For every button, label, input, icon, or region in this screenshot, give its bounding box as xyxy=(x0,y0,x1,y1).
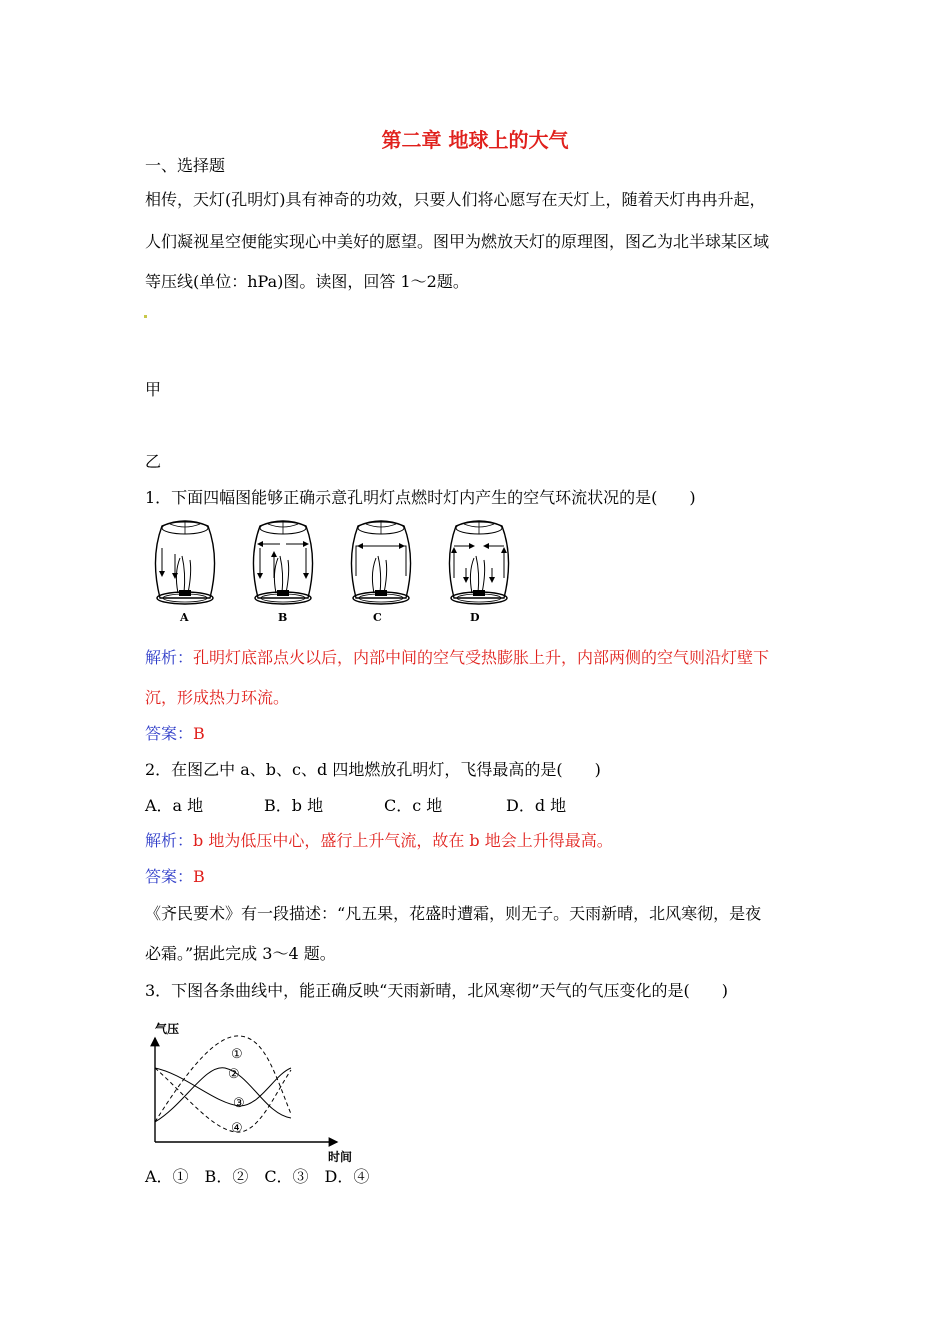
chart-x-axis-label: 时间 xyxy=(328,1150,353,1164)
intro2-line-1: 《齐民要术》有一段描述：“凡五果，花盛时遭霜，则无子。天雨新晴，北风寒彻，是夜 xyxy=(145,904,762,923)
q2-answer-label: 答案： xyxy=(145,867,194,886)
q3-options: A．① B．② C．③ D．④ xyxy=(145,1167,370,1186)
section-heading: 一、选择题 xyxy=(145,156,226,175)
q1-analysis-label: 解析： xyxy=(145,648,194,667)
lantern-label-c: C xyxy=(373,611,382,624)
curve-2 xyxy=(155,1068,291,1106)
q2-option-b: B．b 地 xyxy=(264,796,324,815)
curve-label-1: ① xyxy=(231,1047,243,1062)
curve-label-3: ③ xyxy=(233,1096,245,1111)
lantern-label-a: A xyxy=(180,611,189,624)
q2-option-a: A．a 地 xyxy=(145,796,204,815)
lantern-d xyxy=(449,521,508,604)
lantern-b xyxy=(253,521,312,604)
q2-analysis-text: b 地为低压中心，盛行上升气流，故在 b 地会上升得最高。 xyxy=(193,831,613,850)
stray-dot xyxy=(144,315,147,318)
pressure-chart xyxy=(145,1034,345,1150)
lantern-a xyxy=(155,521,214,604)
q2-answer-value: B xyxy=(193,867,205,886)
lantern-c xyxy=(351,521,410,604)
curve-label-2: ② xyxy=(228,1067,240,1082)
curve-label-4: ④ xyxy=(231,1121,243,1136)
q1-analysis-line-2: 沉，形成热力环流。 xyxy=(145,688,290,707)
q1-answer xyxy=(145,724,205,744)
q2-analysis xyxy=(145,831,613,851)
intro1-line-1: 相传，天灯(孔明灯)具有神奇的功效，只要人们将心愿写在天灯上，随着天灯冉冉升起， xyxy=(145,190,766,209)
q2-analysis-label: 解析： xyxy=(145,831,194,850)
q2-stem: 2．在图乙中 a、b、c、d 四地燃放孔明灯，飞得最高的是( ) xyxy=(145,760,601,779)
q1-stem: 1．下面四幅图能够正确示意孔明灯点燃时灯内产生的空气环流状况的是( ) xyxy=(145,488,696,507)
q1-analysis-text: 孔明灯底部点火以后，内部中间的空气受热膨胀上升，内部两侧的空气则沿灯壁下 xyxy=(193,648,770,667)
q2-option-c: C．c 地 xyxy=(384,796,443,815)
page-title: 第二章 地球上的大气 xyxy=(381,128,569,152)
curve-3 xyxy=(155,1068,291,1122)
lantern-label-b: B xyxy=(278,611,288,624)
q1-analysis-line-1 xyxy=(145,648,769,668)
intro1-line-2: 人们凝视星空便能实现心中美好的愿望。图甲为燃放天灯的原理图，图乙为北半球某区域 xyxy=(145,232,770,251)
q2-option-d: D．d 地 xyxy=(506,796,567,815)
intro1-line-3: 等压线(单位：hPa)图。读图，回答 1～2题。 xyxy=(145,272,469,291)
curve-1 xyxy=(155,1036,291,1122)
q3-stem: 3．下图各条曲线中，能正确反映“天雨新晴，北风寒彻”天气的气压变化的是( ) xyxy=(145,981,729,1000)
q2-answer xyxy=(145,867,205,887)
chart-y-axis-label: 气压 xyxy=(155,1022,180,1036)
figure-jia-label: 甲 xyxy=(145,380,162,399)
intro2-line-2: 必霜。”据此完成 3～4 题。 xyxy=(145,944,336,963)
figure-yi-label: 乙 xyxy=(145,452,162,471)
q1-answer-label: 答案： xyxy=(145,724,194,743)
q1-answer-value: B xyxy=(193,724,205,743)
lantern-label-d: D xyxy=(470,611,480,624)
curve-4 xyxy=(155,1068,291,1132)
